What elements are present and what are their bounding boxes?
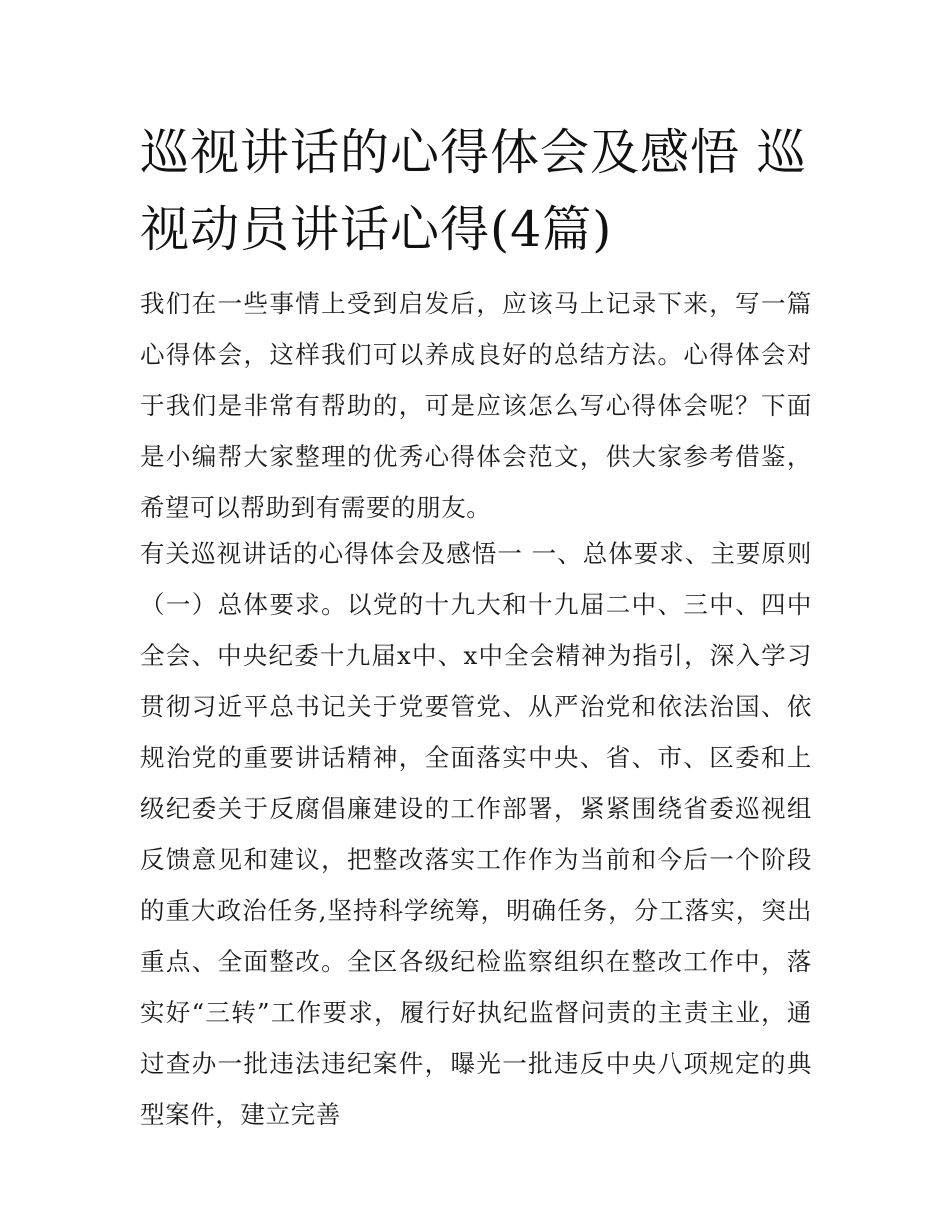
intro-paragraph: 我们在一些事情上受到启发后，应该马上记录下来，写一篇心得体会，这样我们可以养成良好的总结方法。心得体会对于我们是非常有帮助的，可是应该怎么写心得体会呢？下面是小编帮大家整理的优秀心得体会范文，供大家参考借鉴，希望可以帮助到有需要的朋友。	[140, 289, 812, 522]
document-title: 巡视讲话的心得体会及感悟 巡视动员讲话心得(4篇)	[140, 124, 807, 258]
section-paragraph: 有关巡视讲话的心得体会及感悟一 一、总体要求、主要原则（一）总体要求。以党的十九大和十九届二中、三中、四中全会、中央纪委十九届x中、x中全会精神为指引，深入学习贯彻习近平总书记关于党要管党、从严治党和依法治国、依规治党的重要讲话精神，全面落实中央、省、市、区委和上级纪委关于反腐倡廉建设的工作部署，紧紧围绕省委巡视组反馈意见和建议，把整改落实工作作为当前和今后一个阶段的重大政治任务,坚持科学统筹，明确任务，分工落实，突出重点、全面整改。全区各级纪检监察组织在整改工作中，落实好“三转”工作要求，履行好执纪监督问责的主责主业，通过查办一批违法违纪案件，曝光一批违反中央八项规定的典型案件，建立完善	[140, 539, 812, 1129]
